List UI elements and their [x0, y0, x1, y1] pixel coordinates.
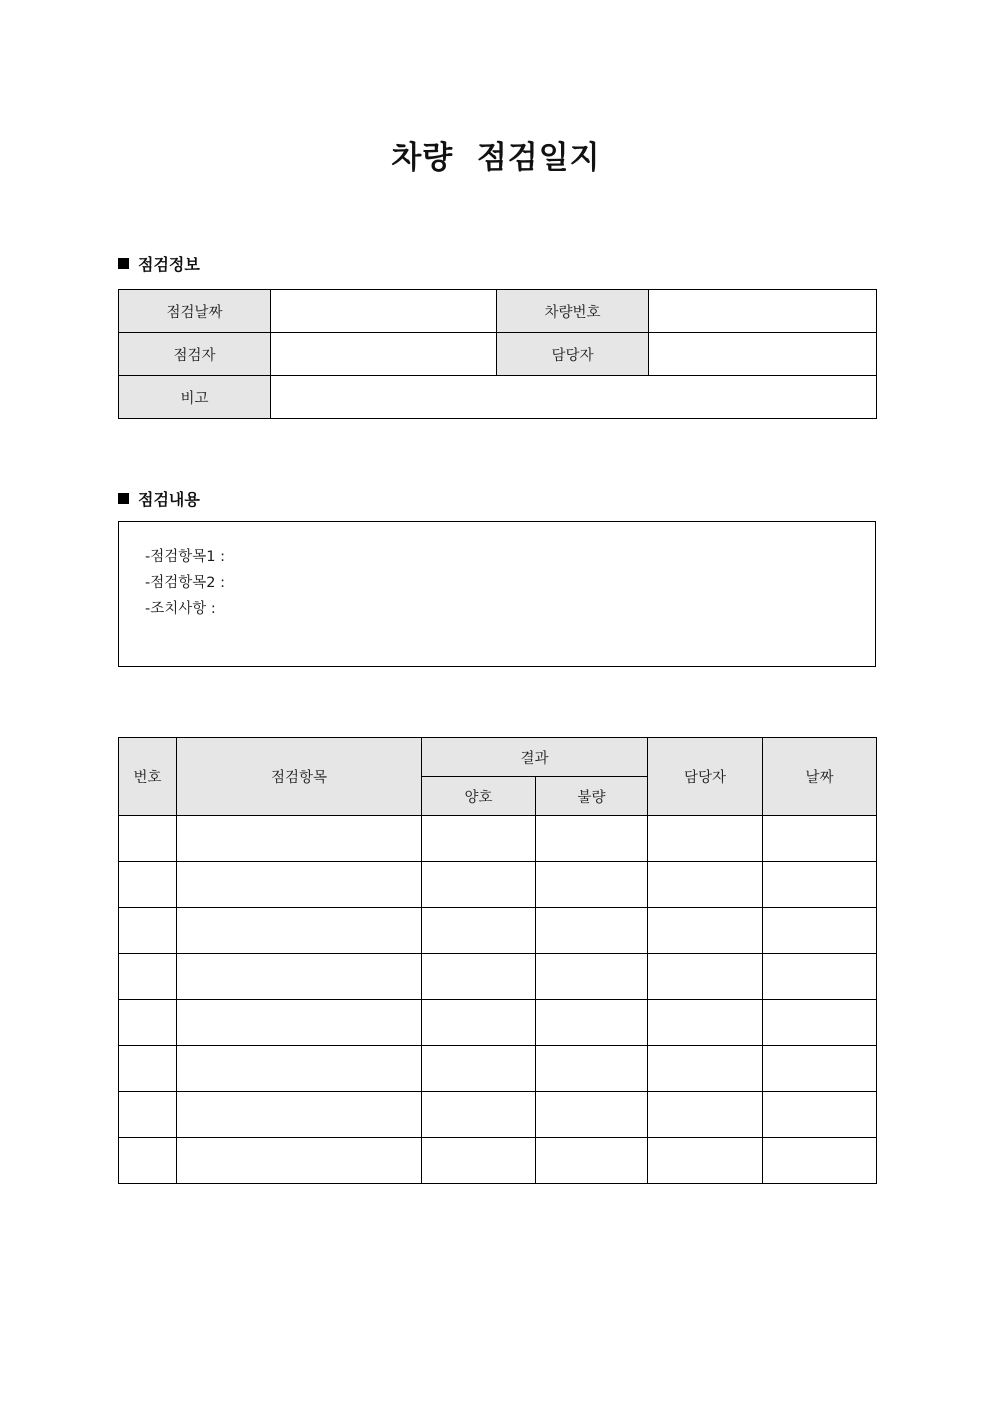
- info-value-inspector[interactable]: [271, 333, 497, 376]
- cell-manager[interactable]: [648, 1046, 763, 1092]
- cell-item[interactable]: [177, 908, 422, 954]
- cell-result-bad[interactable]: [536, 862, 648, 908]
- info-label-manager: 담당자: [497, 333, 649, 376]
- section-heading-label: 점검정보: [138, 255, 200, 274]
- page-title: 차량 점검일지: [391, 140, 601, 176]
- cell-item[interactable]: [177, 862, 422, 908]
- table-row: [119, 1138, 877, 1184]
- table-row: [119, 1092, 877, 1138]
- detail-line-item1: -점검항목1 :: [145, 549, 225, 565]
- info-value-vehicle-number[interactable]: [649, 290, 877, 333]
- table-row: [119, 862, 877, 908]
- info-value-manager[interactable]: [649, 333, 877, 376]
- cell-no[interactable]: [119, 1046, 177, 1092]
- cell-manager[interactable]: [648, 1138, 763, 1184]
- cell-result-good[interactable]: [422, 1046, 536, 1092]
- cell-manager[interactable]: [648, 862, 763, 908]
- column-header-manager: 담당자: [648, 738, 763, 816]
- cell-no[interactable]: [119, 908, 177, 954]
- cell-no[interactable]: [119, 954, 177, 1000]
- cell-result-good[interactable]: [422, 816, 536, 862]
- section-heading-label: 점검내용: [138, 490, 200, 509]
- inspection-info-table: [118, 289, 877, 419]
- table-row: [119, 1000, 877, 1046]
- cell-result-bad[interactable]: [536, 816, 648, 862]
- checklist-header-row-top: [119, 738, 877, 777]
- cell-manager[interactable]: [648, 908, 763, 954]
- cell-result-bad[interactable]: [536, 908, 648, 954]
- cell-item[interactable]: [177, 954, 422, 1000]
- table-row: [119, 376, 877, 419]
- cell-date[interactable]: [763, 816, 877, 862]
- cell-no[interactable]: [119, 1138, 177, 1184]
- cell-manager[interactable]: [648, 1000, 763, 1046]
- cell-no[interactable]: [119, 862, 177, 908]
- cell-result-good[interactable]: [422, 1000, 536, 1046]
- cell-date[interactable]: [763, 1046, 877, 1092]
- info-value-remarks[interactable]: [271, 376, 877, 419]
- square-bullet-icon: [118, 258, 129, 269]
- column-header-result: 결과: [422, 738, 648, 777]
- cell-manager[interactable]: [648, 954, 763, 1000]
- cell-date[interactable]: [763, 1092, 877, 1138]
- checklist-table: [118, 737, 877, 1184]
- table-row: [119, 1046, 877, 1092]
- cell-no[interactable]: [119, 1000, 177, 1046]
- cell-no[interactable]: [119, 816, 177, 862]
- info-label-inspection-date: 점검날짜: [119, 290, 271, 333]
- info-value-inspection-date[interactable]: [271, 290, 497, 333]
- checklist-table-body: [119, 816, 877, 1184]
- inspection-detail-box[interactable]: [118, 521, 876, 667]
- cell-date[interactable]: [763, 954, 877, 1000]
- table-row: [119, 290, 877, 333]
- cell-result-good[interactable]: [422, 954, 536, 1000]
- table-row: [119, 333, 877, 376]
- cell-manager[interactable]: [648, 1092, 763, 1138]
- cell-result-good[interactable]: [422, 862, 536, 908]
- cell-result-good[interactable]: [422, 908, 536, 954]
- info-label-inspector: 점검자: [119, 333, 271, 376]
- cell-no[interactable]: [119, 1092, 177, 1138]
- cell-item[interactable]: [177, 1138, 422, 1184]
- detail-line-action: -조치사항 :: [145, 601, 216, 617]
- column-header-date: 날짜: [763, 738, 877, 816]
- cell-date[interactable]: [763, 1138, 877, 1184]
- table-row: [119, 816, 877, 862]
- table-row: [119, 908, 877, 954]
- inspection-detail-lines: [119, 522, 875, 622]
- cell-result-bad[interactable]: [536, 1092, 648, 1138]
- info-label-vehicle-number: 차량번호: [497, 290, 649, 333]
- cell-result-good[interactable]: [422, 1092, 536, 1138]
- section-heading-inspection-detail: [118, 487, 200, 510]
- cell-result-bad[interactable]: [536, 954, 648, 1000]
- cell-date[interactable]: [763, 908, 877, 954]
- cell-item[interactable]: [177, 1046, 422, 1092]
- cell-item[interactable]: [177, 1092, 422, 1138]
- section-heading-inspection-info: [118, 252, 200, 275]
- cell-result-bad[interactable]: [536, 1000, 648, 1046]
- square-bullet-icon: [118, 493, 129, 504]
- cell-item[interactable]: [177, 1000, 422, 1046]
- table-row: [119, 954, 877, 1000]
- column-header-result-bad: 불량: [536, 777, 648, 816]
- cell-date[interactable]: [763, 1000, 877, 1046]
- cell-manager[interactable]: [648, 816, 763, 862]
- column-header-no: 번호: [119, 738, 177, 816]
- checklist-table-header: [119, 738, 877, 816]
- cell-item[interactable]: [177, 816, 422, 862]
- cell-result-good[interactable]: [422, 1138, 536, 1184]
- column-header-result-good: 양호: [422, 777, 536, 816]
- cell-date[interactable]: [763, 862, 877, 908]
- detail-line-item2: -점검항목2 :: [145, 575, 225, 591]
- cell-result-bad[interactable]: [536, 1046, 648, 1092]
- info-label-remarks: 비고: [119, 376, 271, 419]
- column-header-item: 점검항목: [177, 738, 422, 816]
- cell-result-bad[interactable]: [536, 1138, 648, 1184]
